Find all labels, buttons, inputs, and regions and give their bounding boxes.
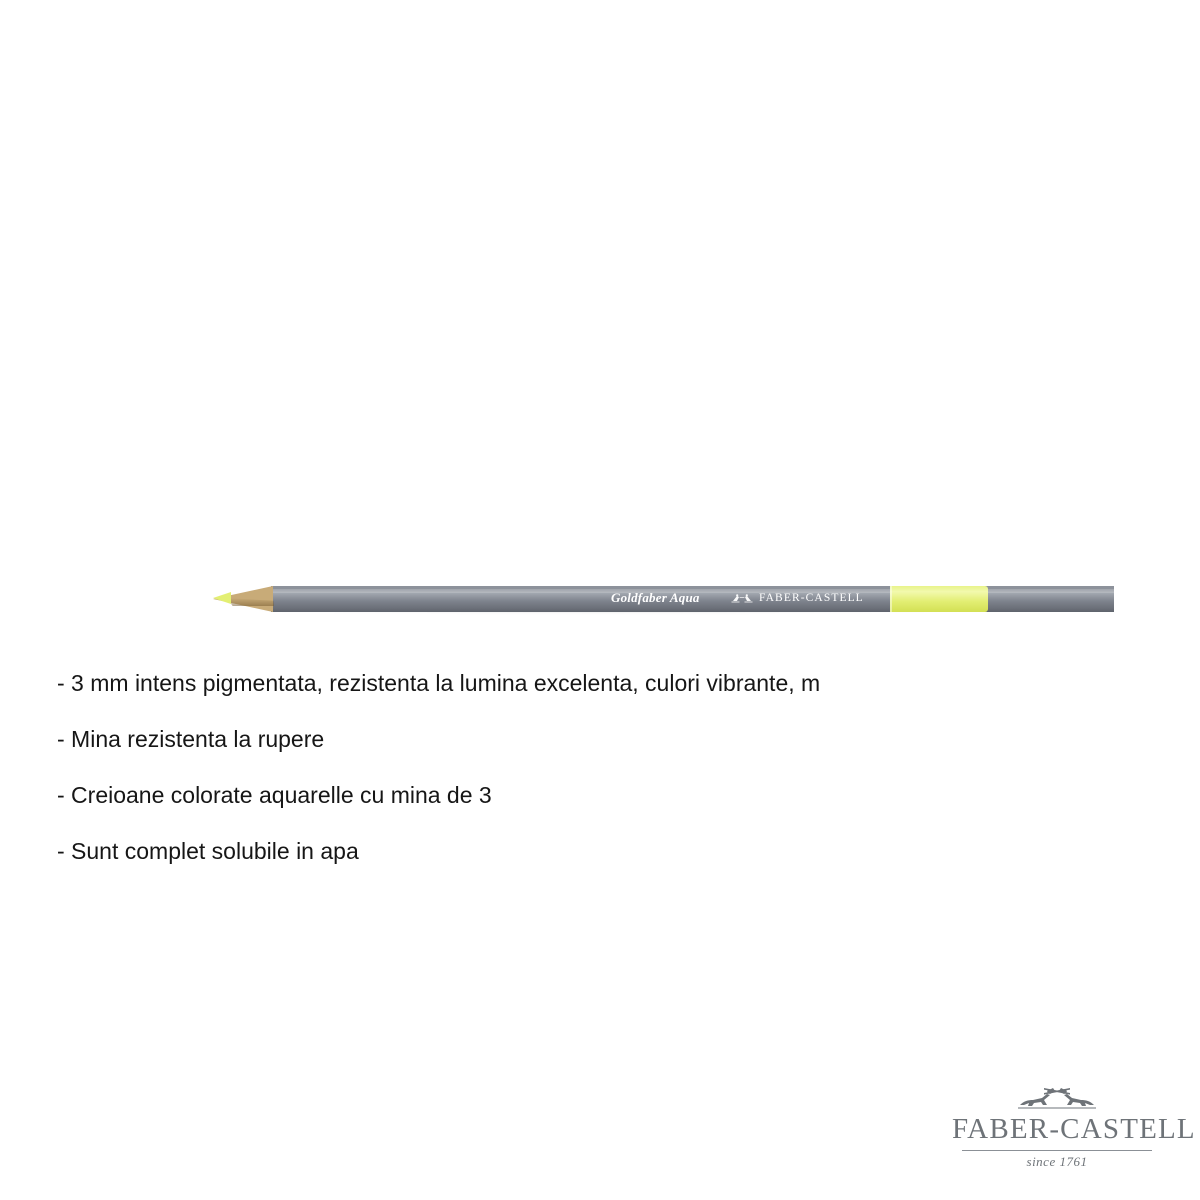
- pencil-illustration: [213, 580, 988, 620]
- brand-logo: [952, 1081, 1196, 1170]
- feature-item: - Creioane colorate aquarelle cu mina de 3: [57, 782, 492, 808]
- jousting-knights-icon: [731, 592, 753, 605]
- feature-list: [57, 655, 1117, 879]
- pencil-end-cap-edge: [890, 586, 892, 612]
- feature-item: - Mina rezistenta la rupere: [57, 726, 325, 752]
- brand-wordmark: FABER-CASTELL: [952, 1113, 1196, 1145]
- pencil-brand-label: FABER-CASTELL: [759, 592, 864, 604]
- feature-item: - 3 mm intens pigmentata, rezistenta la lumina excelenta, culori vibrante, m: [57, 670, 821, 696]
- pencil-lead-tip: [213, 592, 231, 604]
- feature-item: - Sunt complet solubile in apa: [57, 838, 359, 864]
- pencil-end-cap: [890, 586, 988, 612]
- brand-since-text: since 1761: [1026, 1154, 1088, 1169]
- brand-divider: [962, 1150, 1152, 1151]
- jousting-knights-logo-icon: [952, 1081, 1162, 1111]
- pencil-series-label: Goldfaber Aqua: [611, 590, 700, 605]
